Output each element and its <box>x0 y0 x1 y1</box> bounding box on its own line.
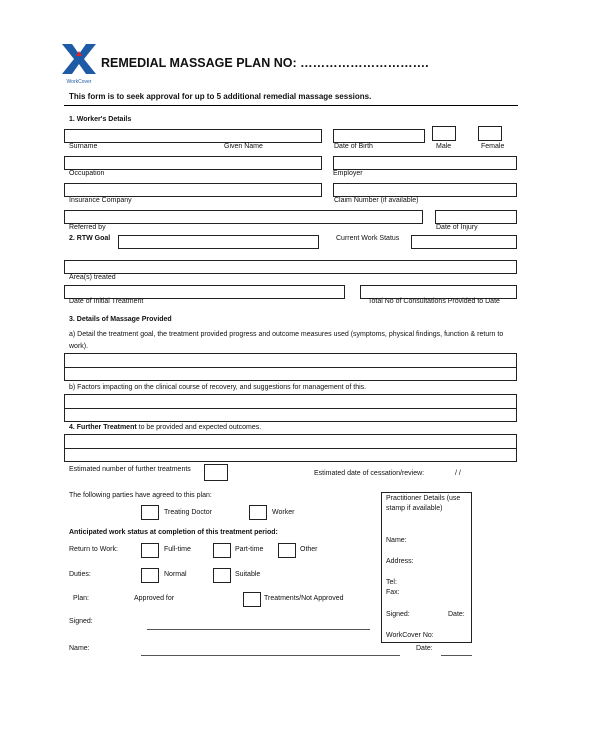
est-date-field[interactable]: / / <box>455 470 461 477</box>
female-checkbox[interactable] <box>478 126 502 141</box>
doctor-checkbox[interactable] <box>141 505 159 520</box>
prac-tel-label: Tel: <box>386 579 397 586</box>
not-approved-label: Treatments/Not Approved <box>264 595 344 602</box>
normal-checkbox[interactable] <box>141 568 159 583</box>
practitioner-details-box[interactable] <box>381 492 472 643</box>
insurance-label: Insurance Company <box>69 197 132 204</box>
normal-label: Normal <box>164 571 187 578</box>
claim-number-field[interactable] <box>333 183 517 197</box>
prac-fax-label: Fax: <box>386 589 400 596</box>
divider <box>64 105 518 106</box>
question-b: b) Factors impacting on the clinical course of recovery, and suggestions for management of this. <box>69 384 367 391</box>
page-title: REMEDIAL MASSAGE PLAN NO: …………………………. <box>101 56 429 70</box>
suitable-label: Suitable <box>235 571 261 578</box>
date-line[interactable] <box>441 655 472 656</box>
section-3-heading: 3. Details of Massage Provided <box>69 316 172 323</box>
agree-label: The following parties have agreed to this plan: <box>69 492 212 499</box>
employer-label: Employer <box>333 170 363 177</box>
est-number-field[interactable] <box>204 464 228 481</box>
name-label: Name: <box>69 645 90 652</box>
current-status-label: Current Work Status <box>336 235 400 242</box>
total-label: Total No of Consultations Provided to Date <box>368 298 500 305</box>
section-2-heading: 2. RTW Goal <box>69 235 111 242</box>
name-line[interactable] <box>141 655 400 656</box>
logo-text: WorkCover <box>66 79 92 85</box>
further-treatment-field[interactable] <box>64 434 517 462</box>
subtitle: This form is to seek approval for up to 5 additional remedial massage sessions. <box>69 92 372 101</box>
parttime-label: Part-time <box>235 546 264 553</box>
rtw-goal-field[interactable] <box>118 235 319 249</box>
prac-address-label: Address: <box>386 558 414 565</box>
not-approved-checkbox[interactable] <box>243 592 261 607</box>
injury-date-field[interactable] <box>435 210 517 224</box>
areas-label: Area(s) treated <box>69 274 116 281</box>
plan-label: Plan: <box>73 595 89 602</box>
answer-a-field[interactable] <box>64 353 517 381</box>
dob-label: Date of Birth <box>334 143 373 150</box>
female-label: Female <box>481 143 505 150</box>
section-4-heading: 4. Further Treatment <box>69 424 137 431</box>
dob-field[interactable] <box>333 129 425 143</box>
doctor-label: Treating Doctor <box>164 509 212 516</box>
prac-name-label: Name: <box>386 537 407 544</box>
given-name-label: Given Name <box>224 143 263 150</box>
est-number-label: Estimated number of further treatments <box>69 466 191 473</box>
male-checkbox[interactable] <box>432 126 456 141</box>
name-field[interactable] <box>64 129 322 143</box>
worker-checkbox[interactable] <box>249 505 267 520</box>
question-a: a) Detail the treatment goal, the treatment provided progress and outcome measures used (symptoms, physical findings, function & return to <box>69 331 504 338</box>
surname-label: Surname <box>69 143 98 150</box>
prac-title-cont: stamp if available) <box>386 505 443 512</box>
prac-signed-label: Signed: <box>386 611 410 618</box>
other-checkbox[interactable] <box>278 543 296 558</box>
referred-label: Referred by <box>69 224 106 231</box>
status-label: Anticipated work status at completion of this treatment period: <box>69 529 278 536</box>
workcover-logo <box>62 44 96 85</box>
section-1-heading: 1. Worker's Details <box>69 116 132 123</box>
employer-field[interactable] <box>333 156 517 170</box>
occupation-label: Occupation <box>69 170 105 177</box>
referred-by-field[interactable] <box>64 210 423 224</box>
approved-label: Approved for <box>134 595 175 602</box>
est-date-label: Estimated date of cessation/review: <box>314 470 425 477</box>
question-a-cont: work). <box>69 343 89 350</box>
initial-date-field[interactable] <box>64 285 345 299</box>
section-4-desc: to be provided and expected outcomes. <box>136 424 262 431</box>
answer-b-field[interactable] <box>64 394 517 422</box>
fulltime-label: Full-time <box>164 546 191 553</box>
worker-label: Worker <box>272 509 295 516</box>
rtw-label: Return to Work: <box>69 546 118 553</box>
injury-label: Date of Injury <box>436 224 478 231</box>
claim-label: Claim Number (if available) <box>334 197 419 204</box>
initial-label: Date of Initial Treatment <box>69 298 144 305</box>
insurance-field[interactable] <box>64 183 322 197</box>
signature-line[interactable] <box>147 629 370 630</box>
prac-date-label: Date: <box>448 611 465 618</box>
signed-label: Signed: <box>69 618 93 625</box>
prac-title: Practitioner Details (use <box>386 495 461 502</box>
duties-label: Duties: <box>69 571 91 578</box>
date-label: Date: <box>416 645 433 652</box>
fulltime-checkbox[interactable] <box>141 543 159 558</box>
prac-workcover-label: WorkCover No: <box>386 632 434 639</box>
male-label: Male <box>436 143 452 150</box>
other-label: Other <box>300 546 318 553</box>
total-consult-field[interactable] <box>360 285 517 299</box>
occupation-field[interactable] <box>64 156 322 170</box>
areas-field[interactable] <box>64 260 517 274</box>
parttime-checkbox[interactable] <box>213 543 231 558</box>
current-status-field[interactable] <box>411 235 517 249</box>
suitable-checkbox[interactable] <box>213 568 231 583</box>
